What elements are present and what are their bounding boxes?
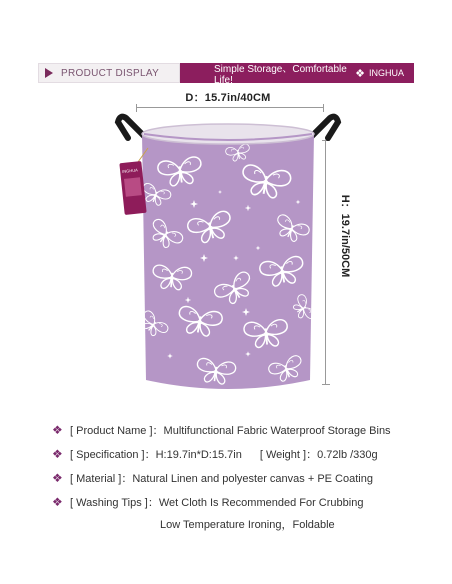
banner-slogan: Simple Storage、Comfortable Life!: [214, 64, 347, 86]
banner-brand-text: INGHUA: [368, 68, 404, 78]
hang-tag-brand: INGHUA: [121, 167, 138, 175]
spec-specification: [52, 442, 432, 466]
spec-specification-text: [ Specification ]：H:19.7in*D:15.7in: [70, 449, 242, 461]
diameter-label: D：15.7in/40CM: [185, 92, 271, 104]
banner-slogan-bar: [180, 63, 414, 86]
height-label: H：19.7in/50CM: [339, 194, 351, 278]
spec-material-text: [ Material ]：Natural Linen and polyester canvas + PE Coating: [70, 473, 373, 485]
diamond-bullet-icon: ❖: [52, 471, 63, 485]
header-banner: [38, 63, 414, 86]
diamond-bullet-icon: ❖: [52, 423, 63, 437]
laundry-basket-image: [108, 108, 348, 400]
spec-weight-text: [ Weight ]：0.72lb /330g: [259, 449, 378, 461]
spec-washing-text: [ Washing Tips ]：Wet Cloth Is Recommended For Crubbing: [70, 497, 364, 509]
specifications-list: [52, 418, 432, 534]
triangle-pointer-icon: [45, 68, 53, 78]
banner-section-label: [38, 63, 180, 83]
banner-brand: [355, 67, 404, 80]
spec-washing: [52, 490, 432, 514]
diamond-icon: ❖: [355, 67, 365, 80]
spec-material: [52, 466, 432, 490]
banner-left-text: PRODUCT DISPLAY: [61, 67, 160, 79]
spec-washing-continued: Low Temperature Ironing，Foldable: [160, 519, 335, 531]
basket-body: [142, 128, 314, 389]
diamond-bullet-icon: ❖: [52, 495, 63, 509]
spec-product-name-text: [ Product Name ]：Multifunctional Fabric Waterproof Storage Bins: [70, 425, 391, 437]
spec-product-name: [52, 418, 432, 442]
diamond-bullet-icon: ❖: [52, 447, 63, 461]
